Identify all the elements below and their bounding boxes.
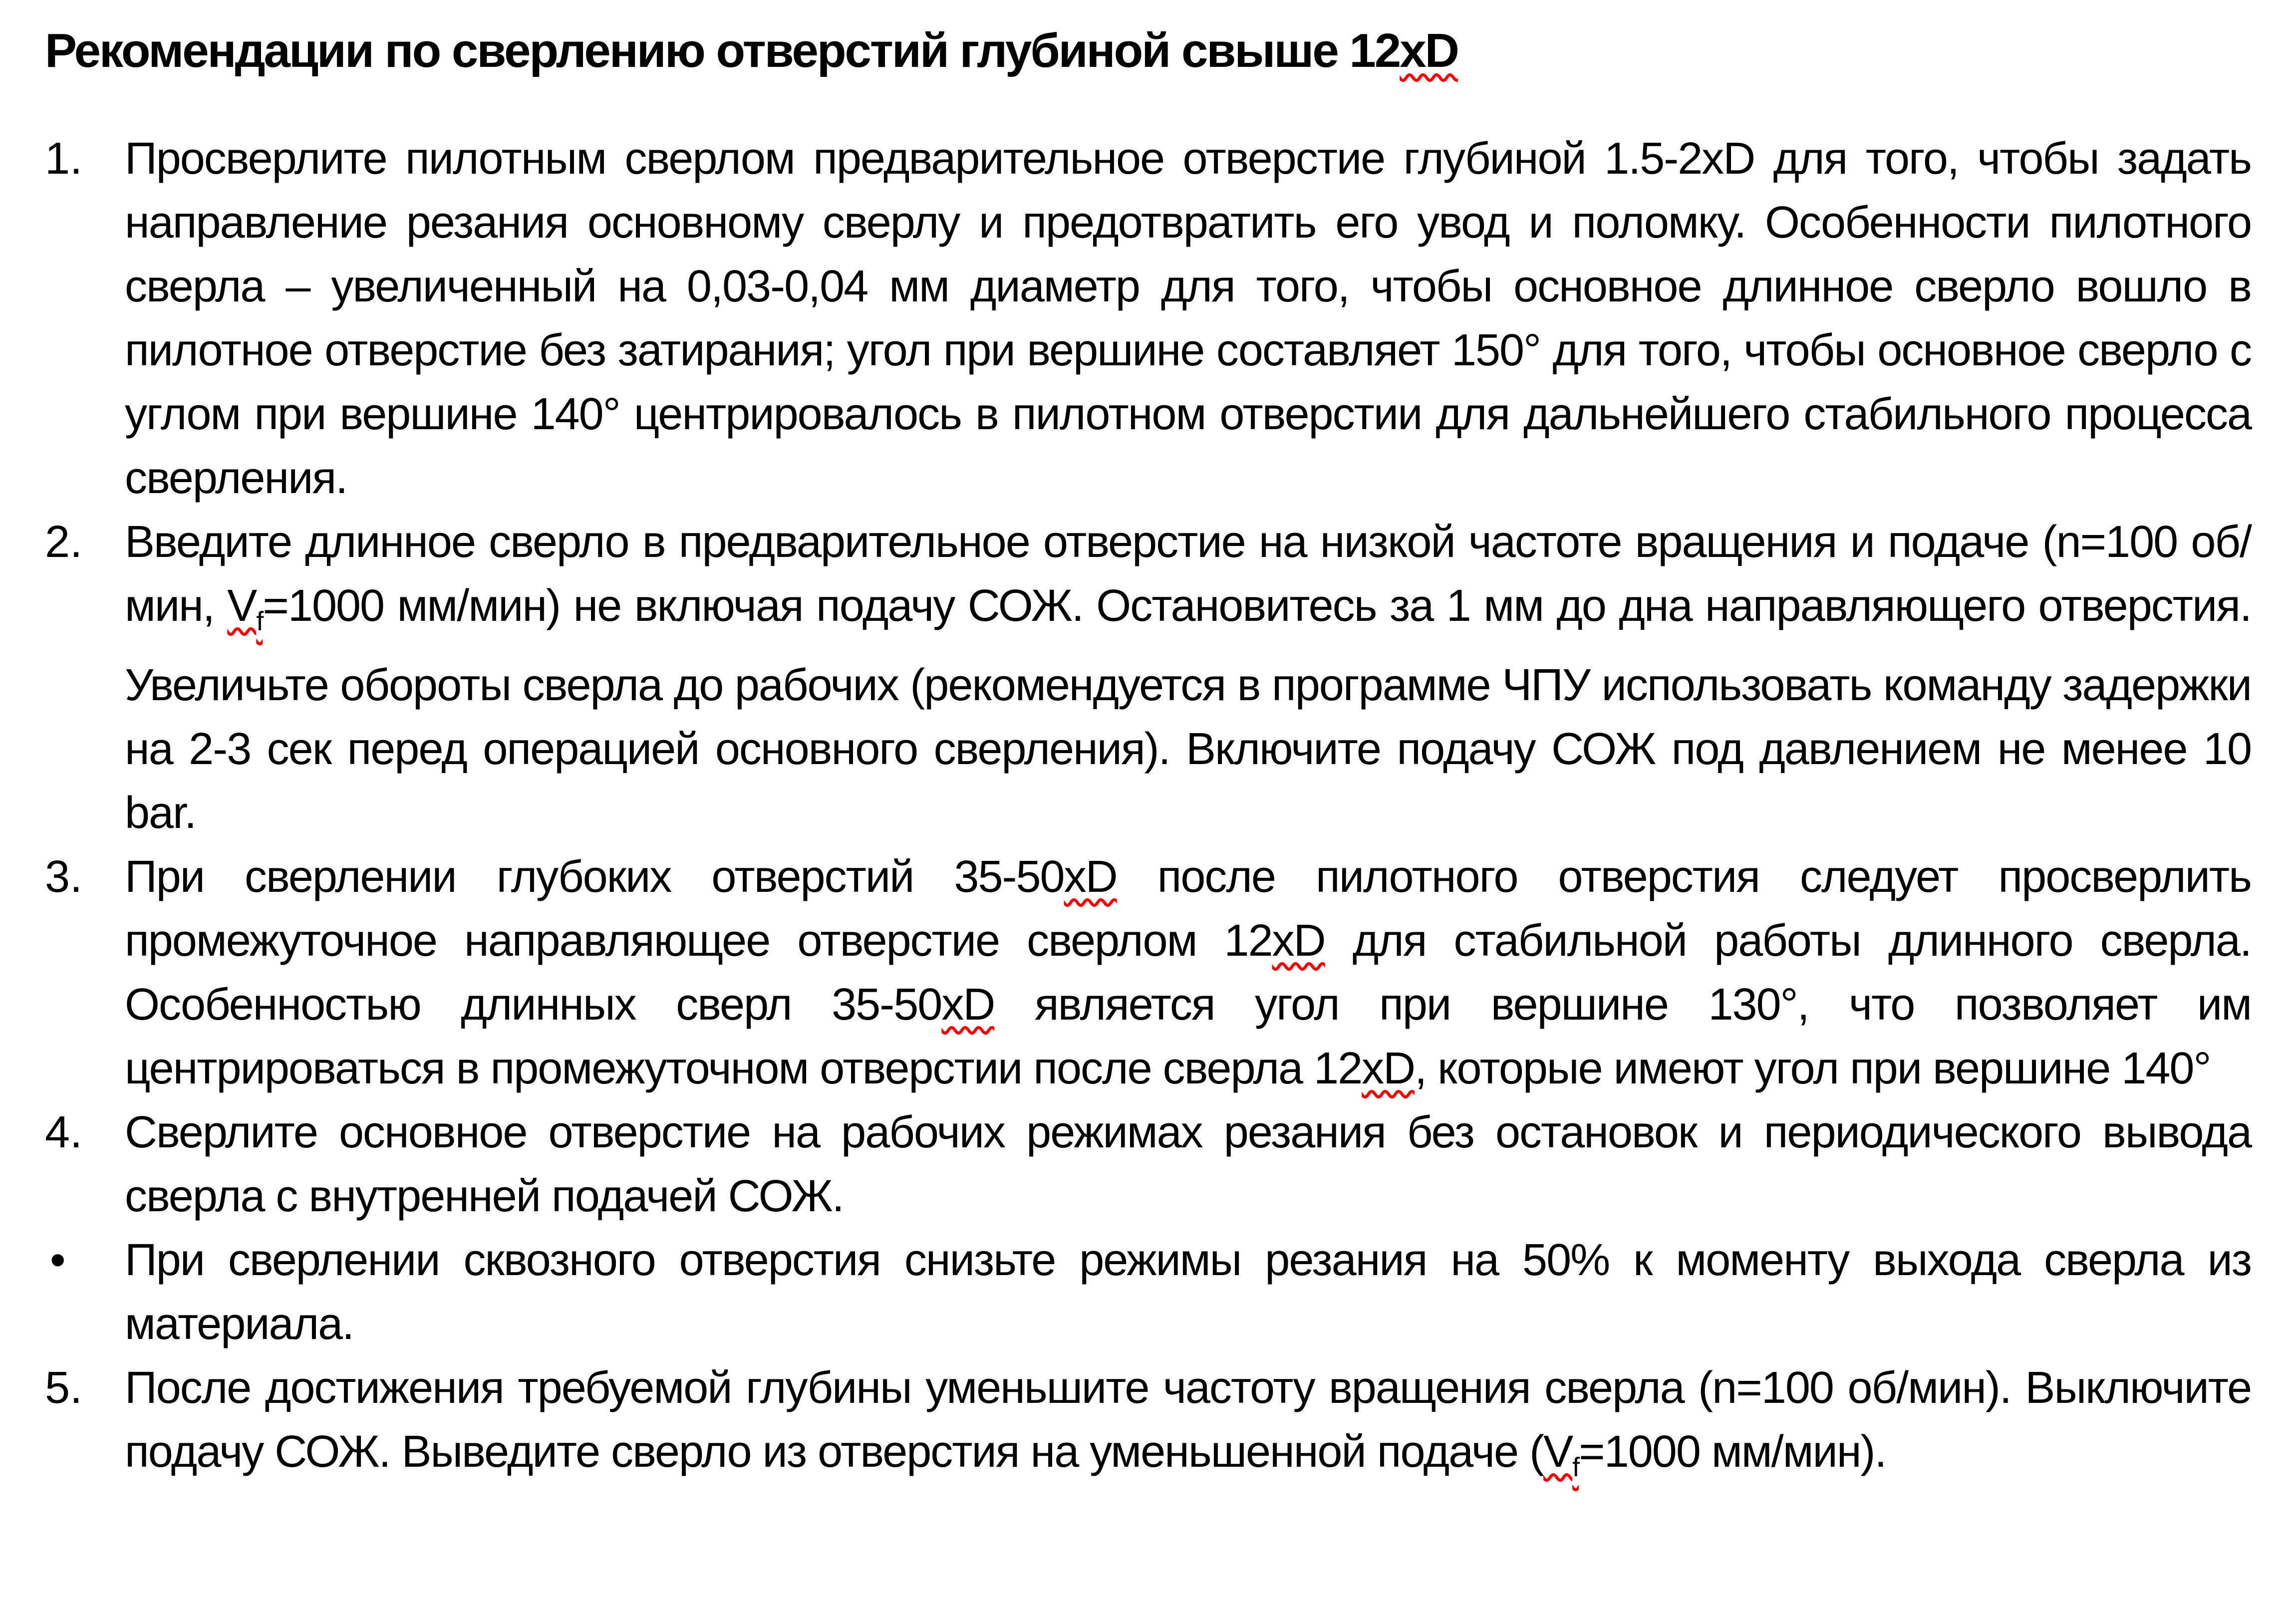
text-run: после пилотного отверстия следует просверлить промежуточное направляющее отверстие сверлом 12 [125, 852, 2252, 966]
text-run: является угол при вершине 130°, что позволяет им центрироваться в промежуточном отверстии после сверла 12 [125, 980, 2252, 1093]
misspelled-text: xD [1272, 916, 1325, 966]
document-title [45, 21, 2251, 81]
list-item-1-text [125, 134, 2251, 503]
text-run: , которые имеют угол при вершине 140° [1415, 1044, 2211, 1093]
text-run: При сверлении глубоких отверстий 35-50 [125, 852, 1064, 902]
text-run: При сверлении сквозного отверстия снизьте режимы резания на 50% к моменту выхода сверла из материала. [125, 1235, 2251, 1349]
list-item-bullet [45, 1228, 2251, 1356]
list-item-4-text [125, 1107, 2251, 1221]
list-item-2-number: 2. [45, 517, 83, 567]
text-run: =1000 мм/мин) не включая подачу СОЖ. Остановитесь за 1 мм до дна направляющего отверстия. Увеличьте обороты сверла до рабочих (рекомендуется в программе ЧПУ использовать команду задержки на 2-3 сек перед операцией основного сверления). Включите подачу СОЖ под давлением не менее 10 bar. [125, 581, 2251, 838]
list-item-1 [45, 127, 2251, 510]
text-run: Введите длинное сверло в предварительное отверстие на низкой частоте вращения и подаче (n=100 об/мин, [125, 517, 2251, 631]
list-item-5-text [125, 1363, 2251, 1482]
list-item-5 [45, 1356, 2251, 1499]
text-run: Просверлите пилотным сверлом предварительное отверстие глубиной 1.5-2xD для того, чтобы задать направление резания основному сверлу и предотвратить его увод и поломку. Особенности пилотного сверла – увеличенный на 0,03-0,04 мм диаметр для того, чтобы основное длинное сверло вошло в пилотное отверстие без затирания; угол при вершине составляет 150° для того, чтобы основное сверло с углом при вершине 140° центрировалось в пилотном отверстии для дальнейшего стабильного процесса сверления. [125, 134, 2251, 503]
list-item-2 [45, 510, 2251, 845]
misspelled-text: xD [941, 980, 995, 1030]
recommendations-list [45, 127, 2251, 1499]
misspelled-text: V [227, 581, 257, 631]
text-run: для стабильной работы длинного сверла. Особенностью длинных сверл 35-50 [125, 916, 2251, 1030]
list-item-2-text [125, 517, 2251, 838]
misspelled-text: xD [1064, 852, 1117, 902]
text-run: =1000 мм/мин). [1579, 1427, 1886, 1477]
misspelled-text: xD [1362, 1044, 1415, 1093]
list-item-5-number: 5. [45, 1363, 83, 1413]
text-run: Рекомендации по сверлению отверстий глубиной свыше 12 [45, 24, 1400, 77]
list-item-3-number: 3. [45, 852, 83, 902]
list-item-4-number: 4. [45, 1107, 83, 1157]
list-item-4 [45, 1100, 2251, 1228]
misspelled-text: xD [1400, 24, 1458, 77]
list-item-1-number: 1. [45, 134, 83, 184]
bullet-icon: • [50, 1235, 66, 1285]
text-run: Сверлите основное отверстие на рабочих режимах резания без остановок и периодического вывода сверла с внутренней подачей СОЖ. [125, 1107, 2251, 1221]
list-item-3 [45, 845, 2251, 1100]
misspelled-text: V [1543, 1427, 1573, 1477]
misspelled-text: f [1572, 1452, 1579, 1482]
misspelled-text: f [256, 606, 263, 636]
list-item-3-text [125, 852, 2251, 1093]
list-item-bullet-text [125, 1235, 2251, 1349]
text-run: После достижения требуемой глубины уменьшите частоту вращения сверла (n=100 об/мин). Выключите подачу СОЖ. Выведите сверло из отверстия на уменьшенной подаче ( [125, 1363, 2251, 1477]
